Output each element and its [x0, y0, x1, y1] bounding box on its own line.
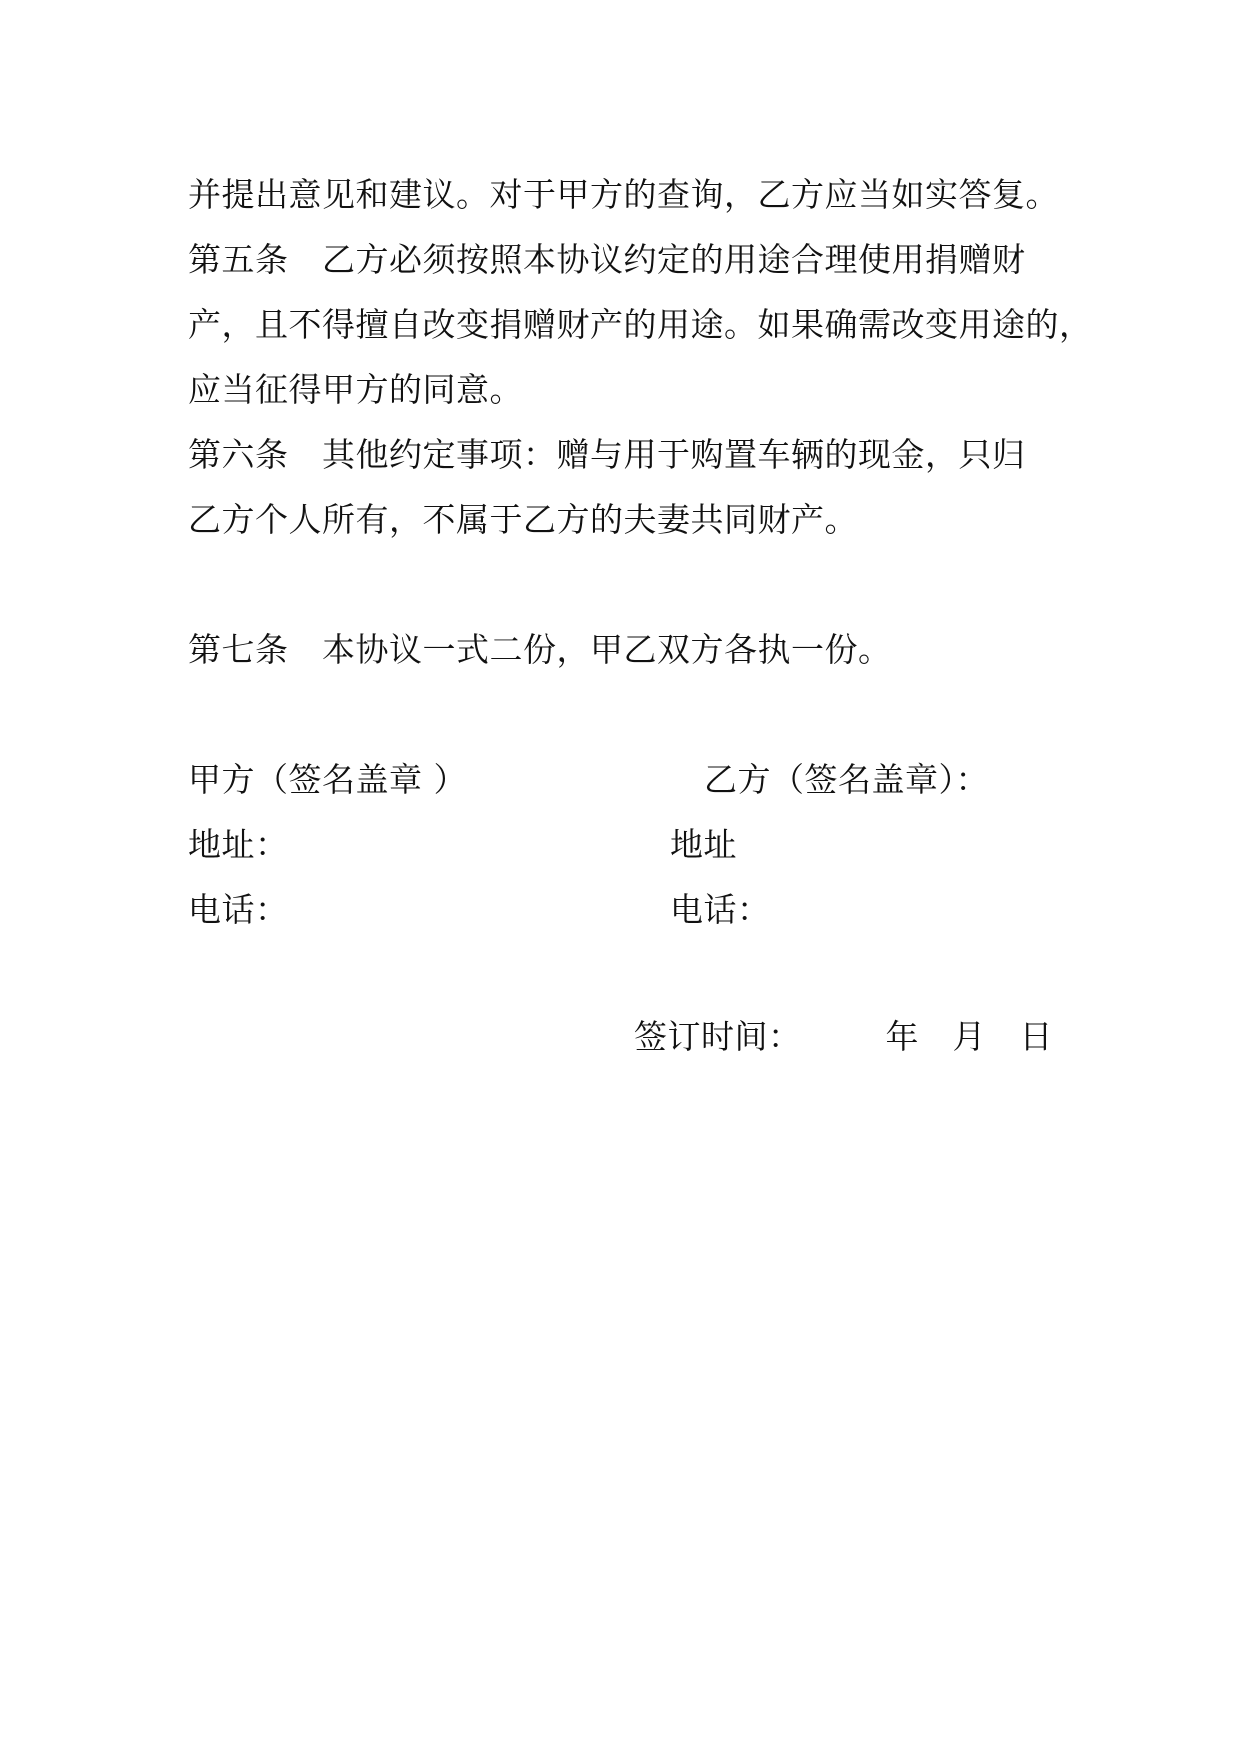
article-7-line: 第七条 本协议一式二份，甲乙双方各执一份。 [188, 630, 892, 669]
article-5-line-2: 产，且不得擅自改变捐赠财产的用途。如果确需改变用途的， [188, 305, 1093, 344]
party-a-signature-label: 甲方（签名盖章 ） [188, 760, 467, 799]
article-6-line-2: 乙方个人所有，不属于乙方的夫妻共同财产。 [188, 500, 858, 539]
signing-date-label: 签订时间： 年 月 日 [634, 1017, 1053, 1056]
party-b-signature-label: 乙方（签名盖章）： [704, 760, 989, 799]
article-5-line-1: 第五条 乙方必须按照本协议约定的用途合理使用捐赠财 [188, 240, 1026, 279]
party-a-phone-label: 电话： [188, 890, 289, 929]
party-a-address-label: 地址： [188, 825, 289, 864]
party-b-phone-label: 电话： [670, 890, 771, 929]
article-6-line-1: 第六条 其他约定事项：赠与用于购置车辆的现金，只归 [188, 435, 1026, 474]
article-5-line-3: 应当征得甲方的同意。 [188, 370, 523, 409]
party-b-address-label: 地址 [670, 825, 737, 864]
body-line: 并提出意见和建议。对于甲方的查询，乙方应当如实答复。 [188, 175, 1059, 214]
